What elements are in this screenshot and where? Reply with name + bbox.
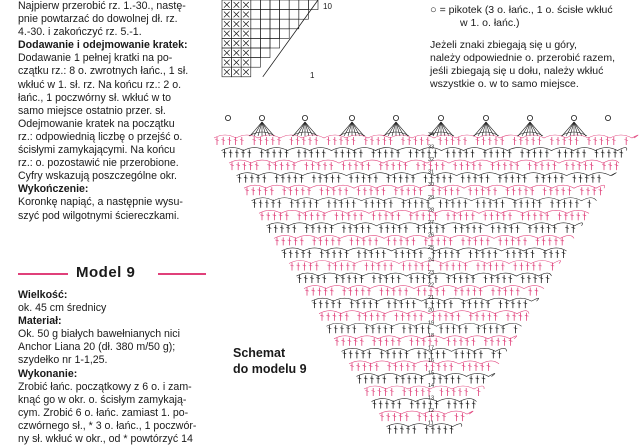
chain-arc-row	[304, 286, 544, 289]
row-number: 16	[428, 357, 435, 364]
grid-cell	[251, 38, 261, 48]
chain-arc-row	[379, 411, 473, 414]
text-line: wkłuć w 1. sł. rz. Na końcu rz.: 2 o.	[18, 78, 182, 91]
grid-cross-mark	[234, 21, 240, 27]
chain-arc-row	[349, 361, 499, 364]
chain-arc-row	[214, 135, 638, 138]
chain-arc-row	[282, 248, 567, 251]
grid-cross-mark	[234, 60, 240, 66]
grid-cell	[289, 10, 299, 20]
size-text: ok. 45 cm średnicy	[18, 302, 107, 315]
row-number: 34	[428, 132, 435, 138]
grid-cell	[270, 10, 280, 20]
row-number: 31	[428, 169, 435, 176]
grid-cross-mark	[224, 50, 230, 56]
text-line: szydełko nr 1-1,25.	[18, 354, 108, 367]
grid-cell	[251, 29, 261, 39]
picot-mark	[302, 115, 307, 120]
note-line: jeśli zbiegają się u dołu, należy wkłuć	[430, 65, 604, 77]
grid-label-1: 1	[310, 71, 315, 80]
grid-cell	[251, 48, 261, 58]
grid-cell	[299, 0, 309, 10]
material-heading: Materiał:	[18, 315, 62, 328]
picot-mark	[259, 115, 264, 120]
row-number: 20	[428, 307, 435, 314]
grid-cross-mark	[224, 12, 230, 18]
row-number: 21	[428, 295, 435, 302]
text-line: 4.-30. i zakończyć rz. 5.-1.	[18, 26, 142, 39]
chain-arc-row	[274, 235, 574, 238]
text-line: ny sł. wkłuć w okr., od * powtórzyć 14	[18, 433, 193, 446]
text-line: czwórnego sł., * 3 o. łańc., 1 poczwór-	[18, 419, 197, 432]
model-title: Model 9	[76, 264, 136, 281]
text-line: Odejmowanie kratek na początku	[18, 117, 175, 130]
spoke-line	[297, 122, 305, 136]
text-line: rz.: o. pozostawić nie przerobione.	[18, 157, 179, 170]
row-number: 27	[428, 219, 435, 226]
text-line: Koronkę napiąć, a następnie wysu-	[18, 196, 183, 209]
text-line: Cyfry wskazują poszczególne okr.	[18, 170, 177, 183]
grid-cell	[280, 19, 290, 29]
heading-finish: Wykończenie:	[18, 183, 89, 196]
picot-mark	[438, 115, 443, 120]
grid-cross-mark	[224, 2, 230, 8]
spoke-line	[396, 122, 404, 136]
text-line: Zrobić łańc. początkowy z 6 o. i zam-	[18, 380, 192, 393]
picot-symbol-icon: ○	[430, 4, 437, 16]
grid-cell	[280, 10, 290, 20]
chain-arc-row	[222, 148, 627, 151]
note-line: wszystkie o. w to samo miejsce.	[430, 78, 579, 90]
heading-add-remove: Dodawanie i odejmowanie kratek:	[18, 39, 188, 52]
chain-arc-row	[252, 198, 597, 201]
row-number: 32	[428, 157, 435, 164]
spoke-line	[522, 122, 530, 136]
row-number: 12	[428, 408, 435, 415]
row-number: 22	[428, 282, 435, 289]
grid-cross-mark	[224, 21, 230, 27]
grid-cross-mark	[234, 69, 240, 75]
picot-mark	[605, 115, 610, 120]
picot-text-1: = pikotek (3 o. łańc., 1 o. ścisłe wkłuć	[439, 4, 613, 16]
grid-cross-mark	[234, 2, 240, 8]
picot-mark	[349, 115, 354, 120]
spoke-line	[530, 122, 538, 136]
grid-cell	[251, 10, 261, 20]
text-line: Ok. 50 g białych bawełnianych nici	[18, 328, 180, 341]
chain-arc-row	[357, 373, 495, 376]
picot-mark	[571, 115, 576, 120]
row-number: 14	[428, 383, 435, 389]
spoke-line	[478, 122, 486, 136]
grid-cross-mark	[234, 31, 240, 37]
grid-cross-mark	[243, 2, 249, 8]
grid-cell	[251, 0, 261, 10]
picot-mark	[483, 115, 488, 120]
grid-cross-mark	[243, 31, 249, 37]
grid-cross-mark	[243, 40, 249, 46]
grid-cross-mark	[243, 60, 249, 66]
text-line: Dodawanie 1 pełnej kratki na po-	[18, 52, 173, 65]
chain-arc-row	[289, 261, 561, 264]
grid-cell	[289, 19, 299, 29]
grid-cell	[260, 10, 270, 20]
chain-arc-row	[297, 273, 552, 276]
spoke-line	[388, 122, 396, 136]
caption-line-2: do modelu 9	[233, 362, 307, 376]
grid-cell	[280, 0, 290, 10]
chain-arc-row	[387, 424, 462, 427]
chain-arc-row	[319, 311, 529, 314]
spoke-line	[433, 122, 441, 136]
note-line: Jeżeli znaki zbiegają się u góry,	[430, 39, 577, 51]
text-line: knąć go w okr. o. ścisłym zamykają-	[18, 393, 187, 406]
grid-cross-mark	[243, 21, 249, 27]
text-line: Najpierw przerobić rz. 1.-30., nastę-	[18, 0, 186, 12]
row-number: 25	[428, 244, 435, 251]
text-line: czątku rz.: 8 o. zwrotnych łańc., 1 sł.	[18, 65, 189, 78]
row-number: 11	[428, 420, 434, 427]
grid-cell	[260, 29, 270, 39]
spoke-line	[254, 122, 262, 136]
spoke-line	[352, 122, 360, 136]
spoke-line	[566, 122, 574, 136]
grid-cell	[289, 0, 299, 10]
text-line: łańc., 1 poczwórny sł. wkłuć w to	[18, 91, 172, 104]
text-line: rz.: odpowiednią liczbę o przejść o.	[18, 130, 183, 143]
grid-cross-mark	[224, 69, 230, 75]
grid-cross-mark	[243, 69, 249, 75]
text-line: cym. Zrobić 6 o. łańc. zamiast 1. po-	[18, 406, 189, 419]
grid-cell	[280, 29, 290, 39]
spoke-line	[486, 122, 494, 136]
grid-cross-mark	[243, 12, 249, 18]
text-line: Anchor Liana 20 (dł. 380 m/50 g);	[18, 341, 176, 354]
grid-cross-mark	[234, 12, 240, 18]
grid-label-10: 10	[323, 2, 332, 11]
chain-arc-row	[259, 210, 589, 213]
picot-mark	[527, 115, 532, 120]
grid-cell	[270, 38, 280, 48]
row-number: 23	[428, 270, 435, 277]
picot-text-2: w 1. o. łańc.)	[460, 17, 520, 29]
execution-heading: Wykonanie:	[18, 367, 78, 380]
picot-mark	[225, 115, 230, 120]
grid-cross-mark	[224, 31, 230, 37]
chain-arc-row	[342, 348, 507, 351]
grid-cross-mark	[224, 60, 230, 66]
size-heading: Wielkość:	[18, 289, 68, 301]
grid-cross-mark	[234, 50, 240, 56]
grid-cell	[260, 0, 270, 10]
row-number: 19	[428, 320, 435, 327]
row-number: 28	[428, 207, 435, 214]
grid-cell	[260, 19, 270, 29]
chain-arc-row	[312, 298, 539, 301]
text-line: szyć pod wilgotnymi ściereczkami.	[18, 209, 180, 222]
spoke-line	[344, 122, 352, 136]
grid-cell	[260, 48, 270, 58]
caption-line-1: Schemat	[233, 346, 286, 360]
grid-cell	[260, 38, 270, 48]
text-line: ścisłymi zamykającymi. Na końcu	[18, 144, 176, 157]
grid-cross-mark	[243, 50, 249, 56]
row-number: 33	[428, 144, 435, 151]
row-number: 30	[428, 182, 435, 189]
grid-cross-mark	[224, 40, 230, 46]
row-number: 24	[428, 257, 435, 264]
picot-mark	[393, 115, 398, 120]
row-number: 26	[428, 232, 435, 239]
note-line: należy odpowiednie o. przerobić razem,	[430, 52, 616, 64]
chain-arc-row	[327, 323, 522, 326]
text-line: samo miejsce ostatnio przer. sł.	[18, 104, 166, 117]
row-number: 13	[428, 395, 435, 402]
spoke-line	[441, 122, 449, 136]
spoke-line	[262, 122, 270, 136]
grid-cell	[270, 19, 280, 29]
chain-arc-row	[237, 173, 617, 176]
grid-cross-mark	[234, 40, 240, 46]
spoke-line	[574, 122, 582, 136]
row-number: 15	[428, 370, 435, 377]
row-number: 29	[428, 194, 435, 201]
grid-cell	[270, 29, 280, 39]
grid-cell	[251, 19, 261, 29]
row-number: 18	[428, 332, 435, 339]
grid-cell	[270, 0, 280, 10]
text-line: pnie powtarzać do dowolnej dł. rz.	[18, 13, 178, 26]
grid-cell	[299, 10, 309, 20]
spoke-line	[305, 122, 313, 136]
row-number: 17	[428, 345, 435, 352]
grid-cell	[251, 58, 261, 68]
